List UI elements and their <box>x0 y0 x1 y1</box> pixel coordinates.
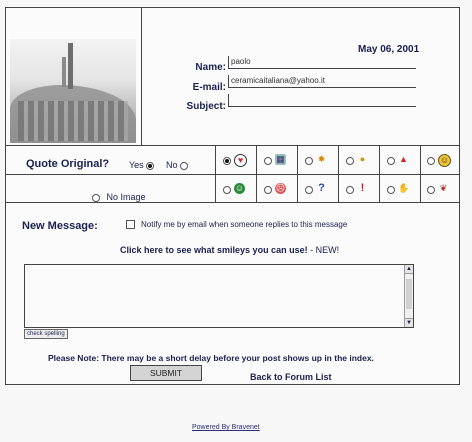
lightbulb-icon: ● <box>359 154 366 164</box>
grid-row-divider <box>6 174 459 175</box>
powered-by-link[interactable]: Powered By Bravenet <box>192 424 260 431</box>
notify-option[interactable] <box>126 220 347 229</box>
quote-yes-label: Yes <box>129 160 144 170</box>
sad-bubble-icon: ❦ <box>439 183 448 193</box>
textarea-scrollbar[interactable] <box>404 265 413 327</box>
chat-bubble-icon: ♥ <box>234 154 247 167</box>
scroll-down-arrow-icon[interactable]: ▼ <box>406 320 412 326</box>
image-radio[interactable] <box>305 186 313 194</box>
sun-icon: ✸ <box>317 154 326 164</box>
image-option-chat[interactable] <box>216 148 256 174</box>
smileys-link[interactable] <box>120 245 339 255</box>
smiley-icon: ☺ <box>439 155 450 165</box>
image-option-warning[interactable] <box>380 148 420 174</box>
email-label: E-mail: <box>192 82 226 93</box>
town-photo <box>10 39 136 143</box>
image-option-picture[interactable] <box>257 148 297 174</box>
image-radio[interactable] <box>346 157 354 165</box>
quote-no-radio[interactable] <box>180 162 188 170</box>
notify-label: Notify me by email when someone replies to this message <box>141 220 348 229</box>
image-option-exclamation[interactable] <box>339 177 379 203</box>
image-radio[interactable] <box>346 186 354 194</box>
thumbs-up-icon: ✋ <box>398 183 410 193</box>
image-option-question[interactable] <box>298 177 338 203</box>
picture-icon: ▦ <box>276 154 285 164</box>
exclamation-icon: ! <box>360 182 365 194</box>
red-smiley-icon: ☹ <box>275 183 286 193</box>
image-option-sun[interactable] <box>298 148 338 174</box>
quote-yes-option[interactable] <box>129 160 154 170</box>
scroll-up-arrow-icon[interactable]: ▲ <box>406 266 412 272</box>
new-badge: - NEW! <box>307 245 340 255</box>
name-field[interactable]: paolo <box>228 56 416 69</box>
quote-no-option[interactable] <box>166 160 188 170</box>
message-textarea[interactable] <box>24 264 414 328</box>
green-smiley-icon: ☺ <box>234 183 245 193</box>
image-option-thumbs-up[interactable] <box>380 177 420 203</box>
image-radio[interactable] <box>264 157 272 165</box>
check-spelling-button[interactable]: check spelling <box>24 329 68 339</box>
quote-yes-radio[interactable] <box>146 162 154 170</box>
back-to-forum-link[interactable]: Back to Forum List <box>250 372 332 382</box>
email-field[interactable]: ceramicaitaliana@yahoo.it <box>228 75 416 88</box>
no-image-radio[interactable] <box>92 194 100 202</box>
image-option-smiley[interactable] <box>420 148 460 174</box>
image-option-lightbulb[interactable] <box>339 148 379 174</box>
image-radio[interactable] <box>387 186 395 194</box>
smileys-link-text[interactable]: Click here to see what smileys you can use! <box>120 245 308 255</box>
image-radio[interactable] <box>305 157 313 165</box>
subject-field[interactable] <box>228 94 416 107</box>
name-label: Name: <box>195 62 226 73</box>
new-message-label: New Message: <box>22 220 98 232</box>
question-icon: ? <box>318 182 325 194</box>
image-option-red-smiley[interactable] <box>257 177 297 203</box>
image-radio[interactable] <box>427 186 435 194</box>
notify-checkbox[interactable] <box>126 220 135 229</box>
post-form <box>5 7 460 385</box>
post-date: May 06, 2001 <box>358 44 420 55</box>
warning-icon: ▲ <box>399 154 408 164</box>
image-radio[interactable] <box>223 186 231 194</box>
no-image-option[interactable] <box>92 192 146 202</box>
image-radio[interactable] <box>427 157 435 165</box>
divider <box>6 145 459 146</box>
quote-original-label: Quote Original? <box>26 158 110 170</box>
scroll-thumb[interactable] <box>406 279 412 309</box>
image-option-sad-bubble[interactable] <box>420 177 460 203</box>
delay-note: Please Note: There may be a short delay before your post shows up in the index. <box>48 353 374 363</box>
submit-button[interactable]: SUBMIT <box>130 365 202 381</box>
no-image-label: No Image <box>106 192 146 202</box>
quote-no-label: No <box>166 160 178 170</box>
divider <box>6 202 459 203</box>
photo-cell <box>6 8 142 145</box>
image-radio[interactable] <box>223 157 231 165</box>
image-radio[interactable] <box>387 157 395 165</box>
subject-label: Subject: <box>186 101 226 112</box>
image-radio[interactable] <box>264 186 272 194</box>
image-option-green-smiley[interactable] <box>216 177 256 203</box>
